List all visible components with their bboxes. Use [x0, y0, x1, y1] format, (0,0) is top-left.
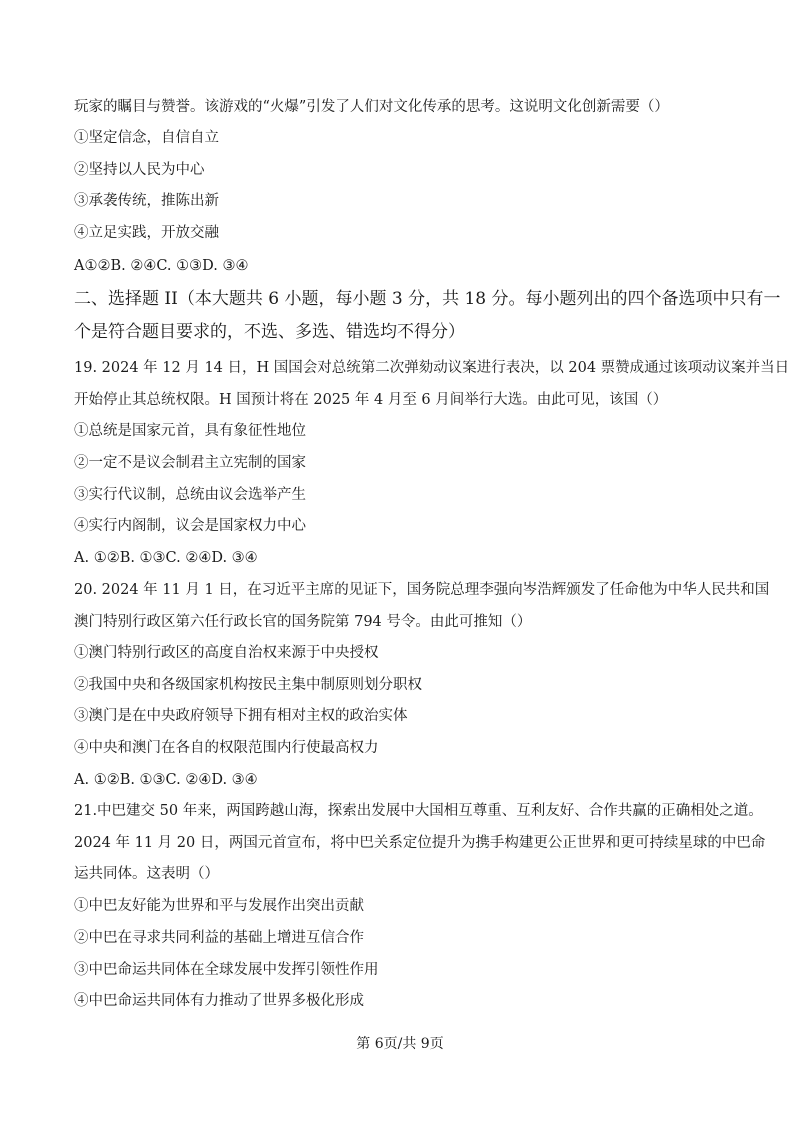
line-q21-option-1: ①中巴友好能为世界和平与发展作出突出贡献 — [74, 898, 364, 914]
line-q19-option-4: ④实行内阁制，议会是国家权力中心 — [74, 518, 306, 534]
line-q21-stem-2: 2024 年 11 月 20 日，两国元首宣布，将中巴关系定位提升为携手构建更公正世界和更可持续星球的中巴命 — [74, 835, 766, 851]
line-q21-option-4: ④中巴命运共同体有力推动了世界多极化形成 — [74, 993, 364, 1009]
line-q18-option-1: ①坚定信念，自信自立 — [74, 130, 219, 146]
section-heading-line-2: 个是符合题目要求的，不选、多选、错选均不得分） — [74, 322, 465, 342]
line-q19-stem-1: 19. 2024 年 12 月 14 日，H 国国会对总统第二次弹劾动议案进行表决，以 204 票赞成通过该项动议案并当日 — [74, 360, 790, 376]
line-q21-option-3: ③中巴命运共同体在全球发展中发挥引领性作用 — [74, 962, 379, 978]
line-q20-answers: A. ①②B. ①③C. ②④D. ③④ — [74, 772, 258, 788]
line-q20-stem-1: 20. 2024 年 11 月 1 日，在习近平主席的见证下，国务院总理李强向岑浩辉颁发了任命他为中华人民共和国 — [74, 582, 770, 598]
line-q20-option-1: ①澳门特别行政区的高度自治权来源于中央授权 — [74, 645, 379, 661]
line-q21-stem-1: 21.中巴建交 50 年来，两国跨越山海，探索出发展中大国相互尊重、互利友好、合作共赢的正确相处之道。 — [74, 803, 763, 819]
line-q20-option-4: ④中央和澳门在各自的权限范围内行使最高权力 — [74, 740, 379, 756]
line-q18-option-3: ③承袭传统，推陈出新 — [74, 193, 219, 209]
line-q20-option-2: ②我国中央和各级国家机构按民主集中制原则划分职权 — [74, 677, 422, 693]
line-q19-answers: A. ①②B. ①③C. ②④D. ③④ — [74, 550, 258, 566]
section-heading-line-1: 二、选择题 II（本大题共 6 小题，每小题 3 分，共 18 分。每小题列出的四个备选项中只有一 — [74, 289, 781, 309]
line-q19-stem-2: 开始停止其总统权限。H 国预计将在 2025 年 4 月至 6 月间举行大选。由此可见，该国（） — [74, 392, 668, 408]
line-q21-stem-3: 运共同体。这表明（） — [74, 866, 219, 882]
line-q18-option-4: ④立足实践，开放交融 — [74, 225, 219, 241]
line-q18-answers: A①②B. ②④C. ①③D. ③④ — [74, 258, 249, 274]
line-q21-option-2: ②中巴在寻求共同利益的基础上增进互信合作 — [74, 930, 364, 946]
line-q20-option-3: ③澳门是在中央政府领导下拥有相对主权的政治实体 — [74, 708, 408, 724]
page-footer: 第 6页/共 9页 — [356, 1036, 444, 1052]
line-q20-stem-2: 澳门特别行政区第六任行政长官的国务院第 794 号令。由此可推知（） — [74, 614, 532, 630]
line-q19-option-1: ①总统是国家元首，具有象征性地位 — [74, 423, 306, 439]
line-q18-stem-end: 玩家的瞩目与赞誉。该游戏的“火爆”引发了人们对文化传承的思考。这说明文化创新需要（） — [74, 99, 669, 115]
line-q19-option-3: ③实行代议制，总统由议会选举产生 — [74, 487, 306, 503]
line-q18-option-2: ②坚持以人民为中心 — [74, 162, 205, 178]
line-q19-option-2: ②一定不是议会制君主立宪制的国家 — [74, 455, 306, 471]
